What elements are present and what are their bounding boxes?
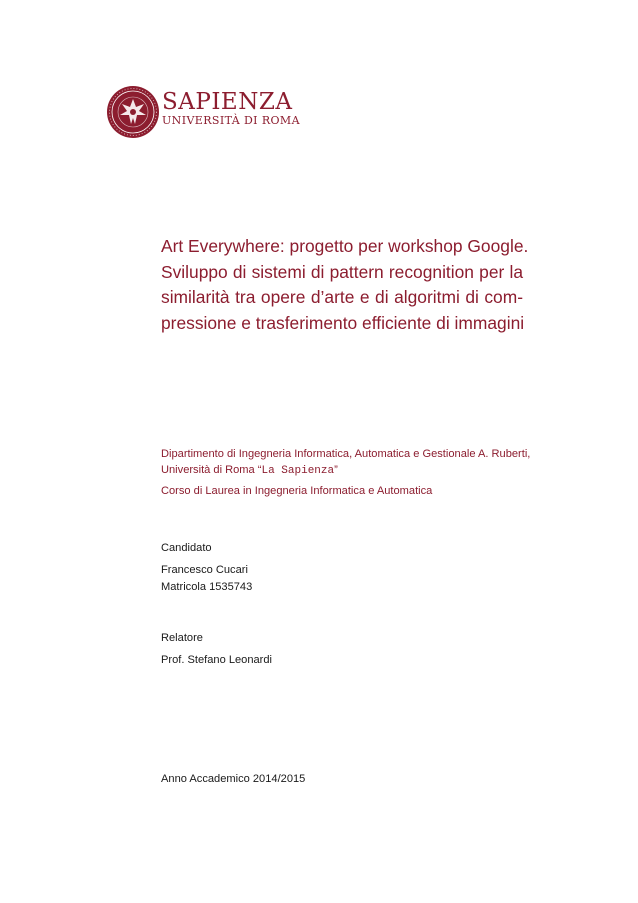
advisor-name: Prof. Stefano Leonardi [161,654,273,666]
title-line-1: Art Everywhere: progetto per workshop Google. [161,236,529,256]
university-name: SAPIENZA [162,89,293,115]
title-line-2: Sviluppo di sistemi di pattern recognition per la [161,261,523,282]
candidate-block [161,540,252,596]
candidate-matricola: Matricola 1535743 [161,581,253,593]
university-quoted: La Sapienza [261,465,335,477]
advisor-label: Relatore [161,632,203,644]
department-block [161,446,533,479]
seal-icon [106,85,160,139]
department-name: Dipartimento di Ingegneria Informatica, Automatica e Gestionale A. Ruberti, [161,448,531,460]
university-line [161,462,533,479]
candidate-label: Candidato [161,542,212,554]
university-seal-logo [106,85,160,139]
university-prefix: Università di Roma “ [161,464,262,476]
university-subtitle: UNIVERSITÀ DI ROMA [162,114,300,127]
advisor-block [161,630,272,669]
university-suffix: ” [334,464,338,476]
candidate-name: Francesco Cucari [161,564,248,576]
title-line-3: similarità tra opere d’arte e di algoritmi di com- [161,287,523,308]
academic-year: Anno Accademico 2014/2015 [161,773,306,785]
course-name: Corso di Laurea in Ingegneria Informatica e Automatica [161,485,433,497]
title-line-4: pressione e trasferimento efficiente di immagini [161,313,525,334]
thesis-title [161,234,529,337]
